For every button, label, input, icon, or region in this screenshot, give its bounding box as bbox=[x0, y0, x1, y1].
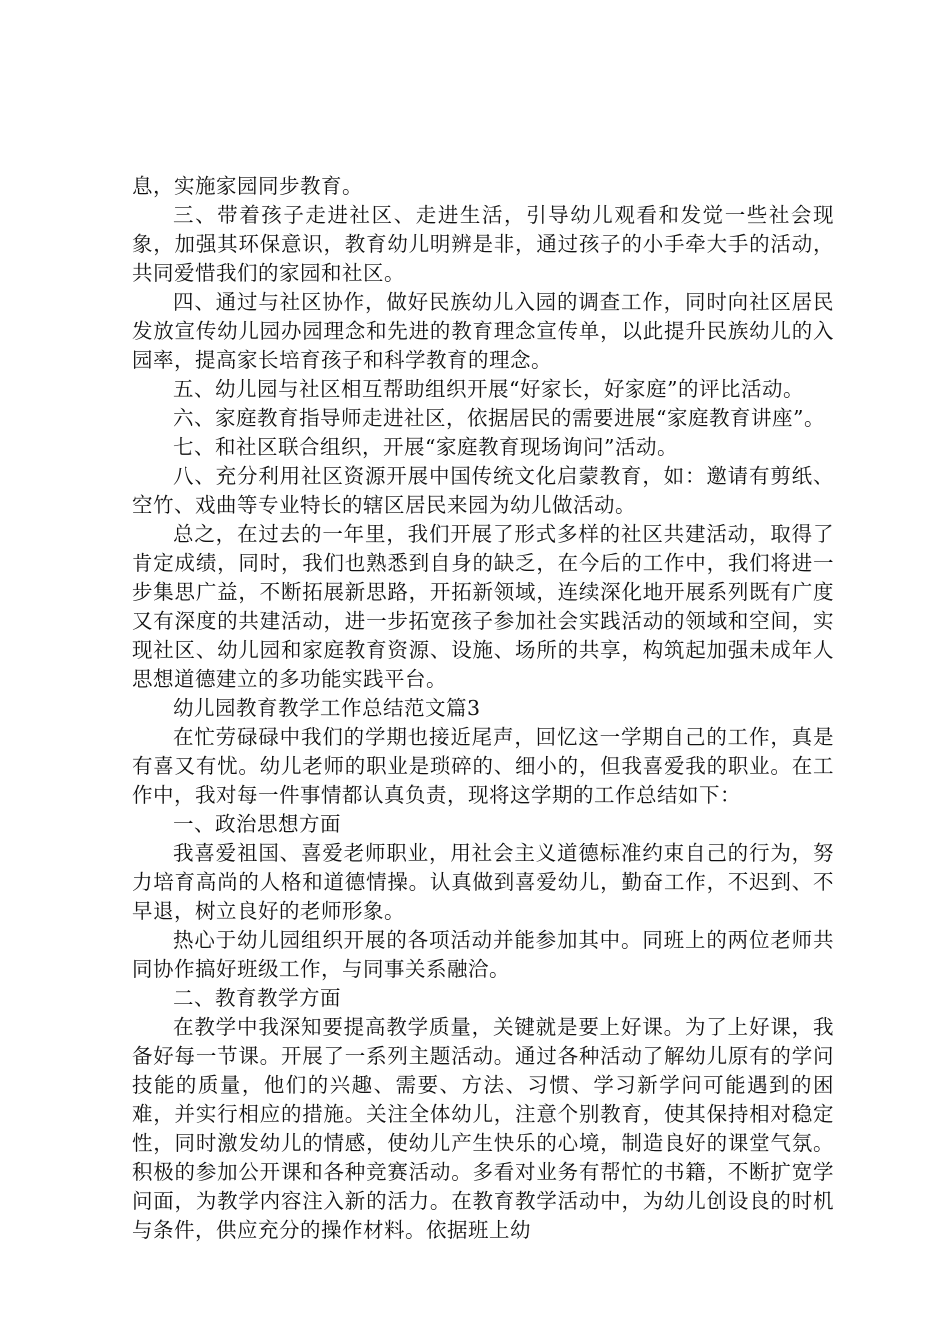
paragraph-item-7: 七、和社区联合组织，开展“家庭教育现场询问”活动。 bbox=[173, 435, 678, 459]
heading-teaching: 二、教育教学方面 bbox=[173, 986, 341, 1010]
paragraph-political-2: 热心于幼儿园组织开展的各项活动并能参加其中。同班上的两位老师共同协作搞好班级工作，与同事关系融洽。 bbox=[132, 928, 834, 981]
paragraph-continuation: 息，实施家园同步教育。 bbox=[132, 174, 363, 198]
paragraph-item-8: 八、充分利用社区资源开展中国传统文化启蒙教育，如：邀请有剪纸、空竹、戏曲等专业特长的辖区居民来园为幼儿做活动。 bbox=[132, 464, 834, 517]
section-title: 幼儿园教育教学工作总结范文篇3 bbox=[173, 696, 481, 720]
paragraph-intro: 在忙劳碌碌中我们的学期也接近尾声，回忆这一学期自己的工作，真是有喜又有忧。幼儿老师的职业是琐碎的、细小的，但我喜爱我的职业。在工作中，我对每一件事情都认真负责，现将这学期的工作总结如下： bbox=[132, 725, 834, 807]
paragraph-summary: 总之，在过去的一年里，我们开展了形式多样的社区共建活动，取得了肯定成绩，同时，我们也熟悉到自身的缺乏，在今后的工作中，我们将进一步集思广益，不断拓展新思路，开拓新领域，连续深化地开展系列既有广度又有深度的共建活动，进一步拓宽孩子参加社会实践活动的领域和空间，实现社区、幼儿园和家庭教育资源、设施、场所的共享，构筑起加强未成年人思想道德建立的多功能实践平台。 bbox=[132, 522, 834, 691]
paragraph-item-6: 六、家庭教育指导师走进社区，依据居民的需要进展“家庭教育讲座”。 bbox=[173, 406, 825, 430]
paragraph-political-1: 我喜爱祖国、喜爱老师职业，用社会主义道德标准约束自己的行为，努力培育高尚的人格和道德情操。认真做到喜爱幼儿，勤奋工作，不迟到、不早退，树立良好的老师形象。 bbox=[132, 841, 834, 923]
paragraph-teaching: 在教学中我深知要提高教学质量，关键就是要上好课。为了上好课，我备好每一节课。开展了一系列主题活动。通过各种活动了解幼儿原有的学问技能的质量，他们的兴趣、需要、方法、习惯、学习新学问可能遇到的困难，并实行相应的措施。关注全体幼儿，注意个别教育，使其保持相对稳定性，同时激发幼儿的情感，使幼儿产生快乐的心境，制造良好的课堂气氛。积极的参加公开课和各种竞赛活动。多看对业务有帮忙的书籍，不断扩宽学问面，为教学内容注入新的活力。在教育教学活动中，为幼儿创设良的时机与条件，供应充分的操作材料。依据班上幼 bbox=[132, 1015, 834, 1242]
paragraph-item-3: 三、带着孩子走进社区、走进生活，引导幼儿观看和发觉一些社会现象，加强其环保意识，教育幼儿明辨是非，通过孩子的小手牵大手的活动，共同爱惜我们的家园和社区。 bbox=[132, 203, 834, 285]
paragraph-item-5: 五、幼儿园与社区相互帮助组织开展“好家长，好家庭”的评比活动。 bbox=[173, 377, 804, 401]
paragraph-item-4: 四、通过与社区协作，做好民族幼儿入园的调查工作，同时向社区居民发放宣传幼儿园办园理念和先进的教育理念宣传单，以此提升民族幼儿的入园率，提高家长培育孩子和科学教育的理念。 bbox=[132, 290, 834, 372]
heading-political: 一、政治思想方面 bbox=[173, 812, 341, 836]
document-body bbox=[132, 172, 834, 1245]
